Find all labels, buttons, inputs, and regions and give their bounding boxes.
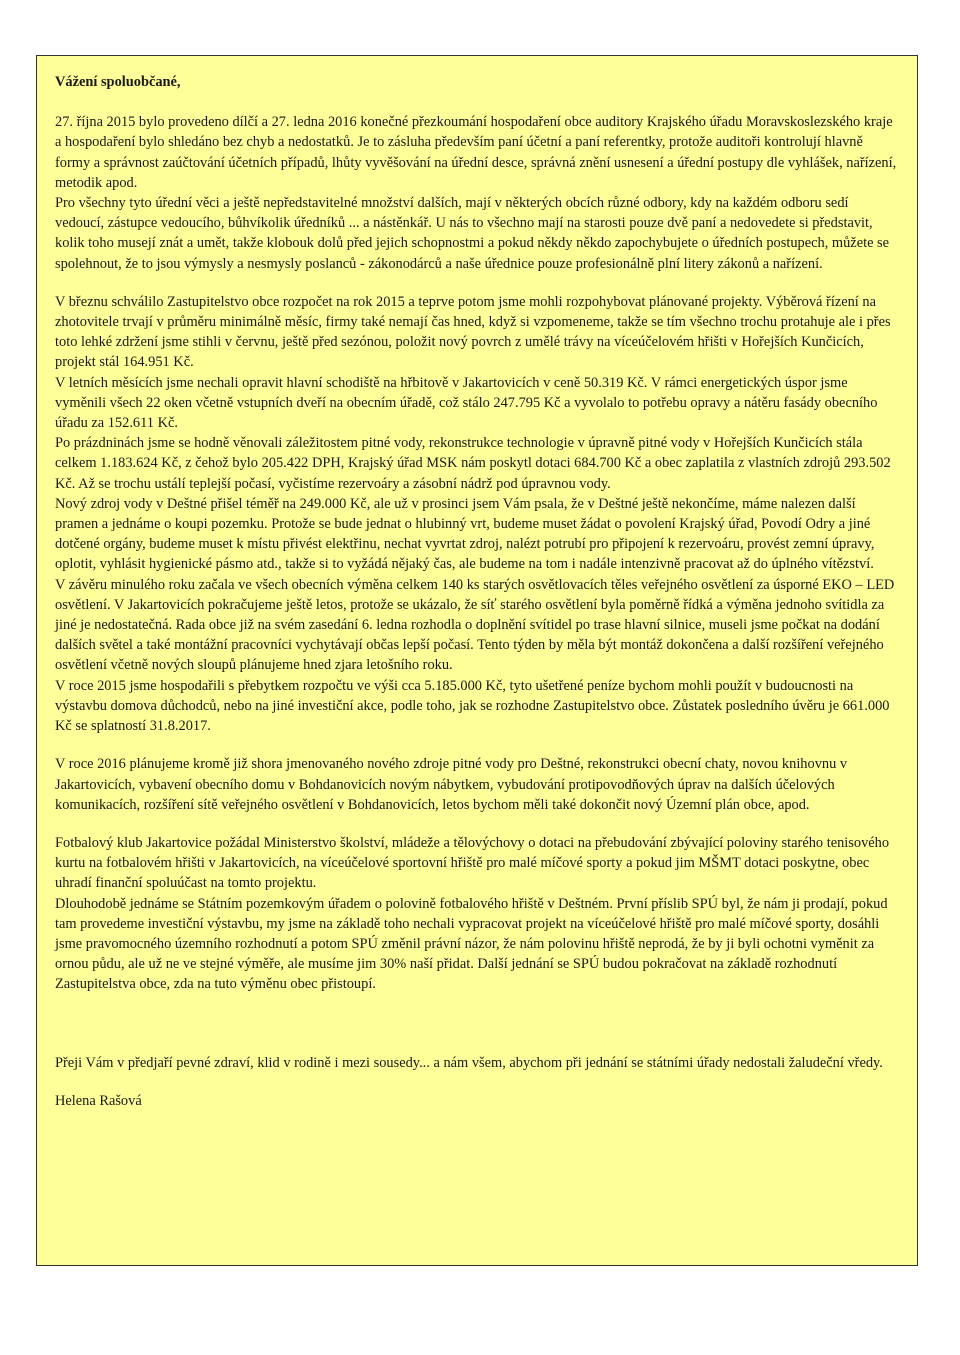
letter-closing: Přeji Vám v předjaří pevné zdraví, klid v rodině i mezi sousedy... a nám všem, abychom při jednání se státními úřady nedostali žaludeční vředy. (55, 1054, 883, 1071)
paragraph-cemetery-windows: V letních měsících jsme nechali opravit hlavní schodiště na hřbitově v Jakartovicích v ceně 50.319 Kč. V rámci energetických úspor jsme vyměnili všech 22 oken včetně vstupních dveří na obecním úřadě, což stálo 247.795 Kč a vyvolalo to potřebu opravy a nátěru fasády obecního úřadu za 152.611 Kč. (55, 374, 878, 432)
paragraph-audit: 27. října 2015 bylo provedeno dílčí a 27. ledna 2016 konečné přezkoumání hospodaření obce auditory Krajského úřadu Moravskoslezského kraje a hospodaření bylo shledáno bez chyb a nedostatků. Je to zásluha především paní účetní a paní referentky, protože auditoři kontrolují hlavně formy a správnost zaúčtování účetních případů, lhůty vyvěšování na úřední desce, správná znění usnesení a úřední postupy dle vyhlášek, nařízení, metodik apod. (55, 114, 897, 191)
paragraph-water-treatment: Po prázdninách jsme se hodně věnovali záležitostem pitné vody, rekonstrukce technologie v úpravně pitné vody v Hořejších Kunčicích stála celkem 1.183.624 Kč, z čehož bylo 205.422 DPH, Krajský úřad MSK nám poskytl dotaci 684.700 Kč a obec zaplatila z vlastních zdrojů 293.502 Kč. Až se trochu ustálí teplejší počasí, vyčistíme rezervoáry a zásobní nádrž pod úpravnou vody. (55, 435, 891, 492)
paragraph-plans-2016: V roce 2016 plánujeme kromě již shora jmenovaného nového zdroje pitné vody pro Deštné, rekonstrukci obecní chaty, novou knihovnu v Jakartovicích, vybavení obecního domu v Bohdanovicích novým nábytkem, vybudování protipovodňových úprav na dalších účelových komunikacích, rozšíření sítě veřejného osvětlení v Bohdanovicích, letos bychom měli také dokončit nový Územní plán obce, apod. (55, 756, 848, 813)
paragraph-street-lighting: V závěru minulého roku začala ve všech obecních výměna celkem 140 ks starých osvětlovacích těles veřejného osvětlení za úsporné EKO – LED osvětlení. V Jakartovicích pokračujeme ještě letos, protože se ukázalo, že síť starého osvětlení byla poměrně řídká a výměna jednoho svítidla za jiné je nedostatečná. Rada obce již na svém zasedání 6. ledna rozhodla o doplnění svítidel po trase hlavní silnice, museli jsme počkat na dodání dalších světel a také montážní pracovníci vychytávají občas lepší počasí. Tento týden by měla být montáž dokončena a další rozšíření veřejného osvětlení včetně nových sloupů plánujeme hned zjara letošního roku. (55, 576, 895, 674)
paragraph-football-club: Fotbalový klub Jakartovice požádal Ministerstvo školství, mládeže a tělovýchovy o dotaci na přebudování zbývající poloviny starého tenisového kurtu na fotbalovém hřišti v Jakartovicích, na víceúčelové sportovní hřiště pro malé míčové sporty a pokud jim MŠMT dotaci poskytne, obec uhradí finanční spoluúčast na tomto projektu. (55, 834, 890, 892)
paragraph-land-office: Dlouhodobě jednáme se Státním pozemkovým úřadem o polovině fotbalového hřiště v Deštném. První příslib SPÚ byl, že nám ji prodají, pokud tam provedeme investiční výstavbu, my jsme na základě toho nechali vypracovat projekt na víceúčelové hřiště pro malé míčové sporty, dosáhli jsme pravomocného územního rozhodnutí a potom SPÚ změnil právní názor, že nám polovinu hřiště neprodá, že by ji byli ochotni vyměnit za ornou půdu, ale už ne ve stejné výměře, ale musíme jim 30% naší přidat. Další jednání se SPÚ budou pokračovat na základě rozhodnutí Zastupitelstva obce, zda na tuto výměnu obec přistoupí. (55, 895, 888, 993)
paragraph-staff: Pro všechny tyto úřední věci a ještě nepředstavitelné množství dalších, mají v některých obcích různé odbory, kdy na každém odboru sedí vedoucí, zástupce vedoucího, bůhvíkolik úředníků ... a nástěnkář. U nás to všechno mají na starosti pouze dvě paní a nedovedete si představit, kolik toho musejí znát a umět, takže klobouk dolů před jejich schopnostmi a pokud někdy někdo zapochybujete o úředních postupech, můžete se spolehnout, že to jsou výmysly a nesmysly poslanců - zákonodárců a naše úřednice pouze profesionálně plní litery zákonů a nařízení. (55, 195, 890, 272)
paragraph-new-water-source: Nový zdroj vody v Deštné přišel téměř na 249.000 Kč, ale už v prosinci jsem Vám psala, že v Deštné ještě nekončíme, máme nalezen další pramen a jednáme o koupi pozemku. Protože se bude jednat o hlubinný vrt, budeme muset žádat o povolení Krajský úřad, Povodí Odry a jiné dotčené orgány, budeme muset k místu přivést elektřinu, nechat vyvrtat zdroj, nalézt potrubí pro připojení k rezervoáru, provést zemní úpravy, oplotit, vyhlásit hygienické pásmo atd., takže si to vyžádá nějaký čas, ale budeme na tom i nadále intenzivně pracovat až do úplného vítězství. (55, 495, 875, 573)
letter-signature: Helena Rašová (55, 1092, 142, 1109)
letter-box (36, 55, 918, 1266)
letter-greeting: Vážení spoluobčané, (55, 74, 181, 90)
paragraph-budget-surplus: V roce 2015 jsme hospodařili s přebytkem rozpočtu ve výši cca 5.185.000 Kč, tyto ušetřené peníze bychom mohli použít v budoucnosti na výstavbu domova důchodců, nebo na jiné investiční akce, podle toho, jak se rozhodne Zastupitelstvo obce. Zůstatek posledního úvěru je 661.000 Kč se splatností 31.8.2017. (55, 677, 890, 735)
paragraph-budget: V březnu schválilo Zastupitelstvo obce rozpočet na rok 2015 a teprve potom jsme mohli rozpohybovat plánované projekty. Výběrová řízení na zhotovitele trvají v průměru minimálně měsíc, firmy také nemají čas hned, když si vzpomeneme, takže se tím všechno trochu protahuje ale i přes toto lehké zdržení jsme stihli v červnu, ještě před sezónou, položit nový povrch z umělé trávy na víceúčelovém hřišti v Hořejších Kunčicích, projekt stál 164.951 Kč. (55, 293, 891, 371)
